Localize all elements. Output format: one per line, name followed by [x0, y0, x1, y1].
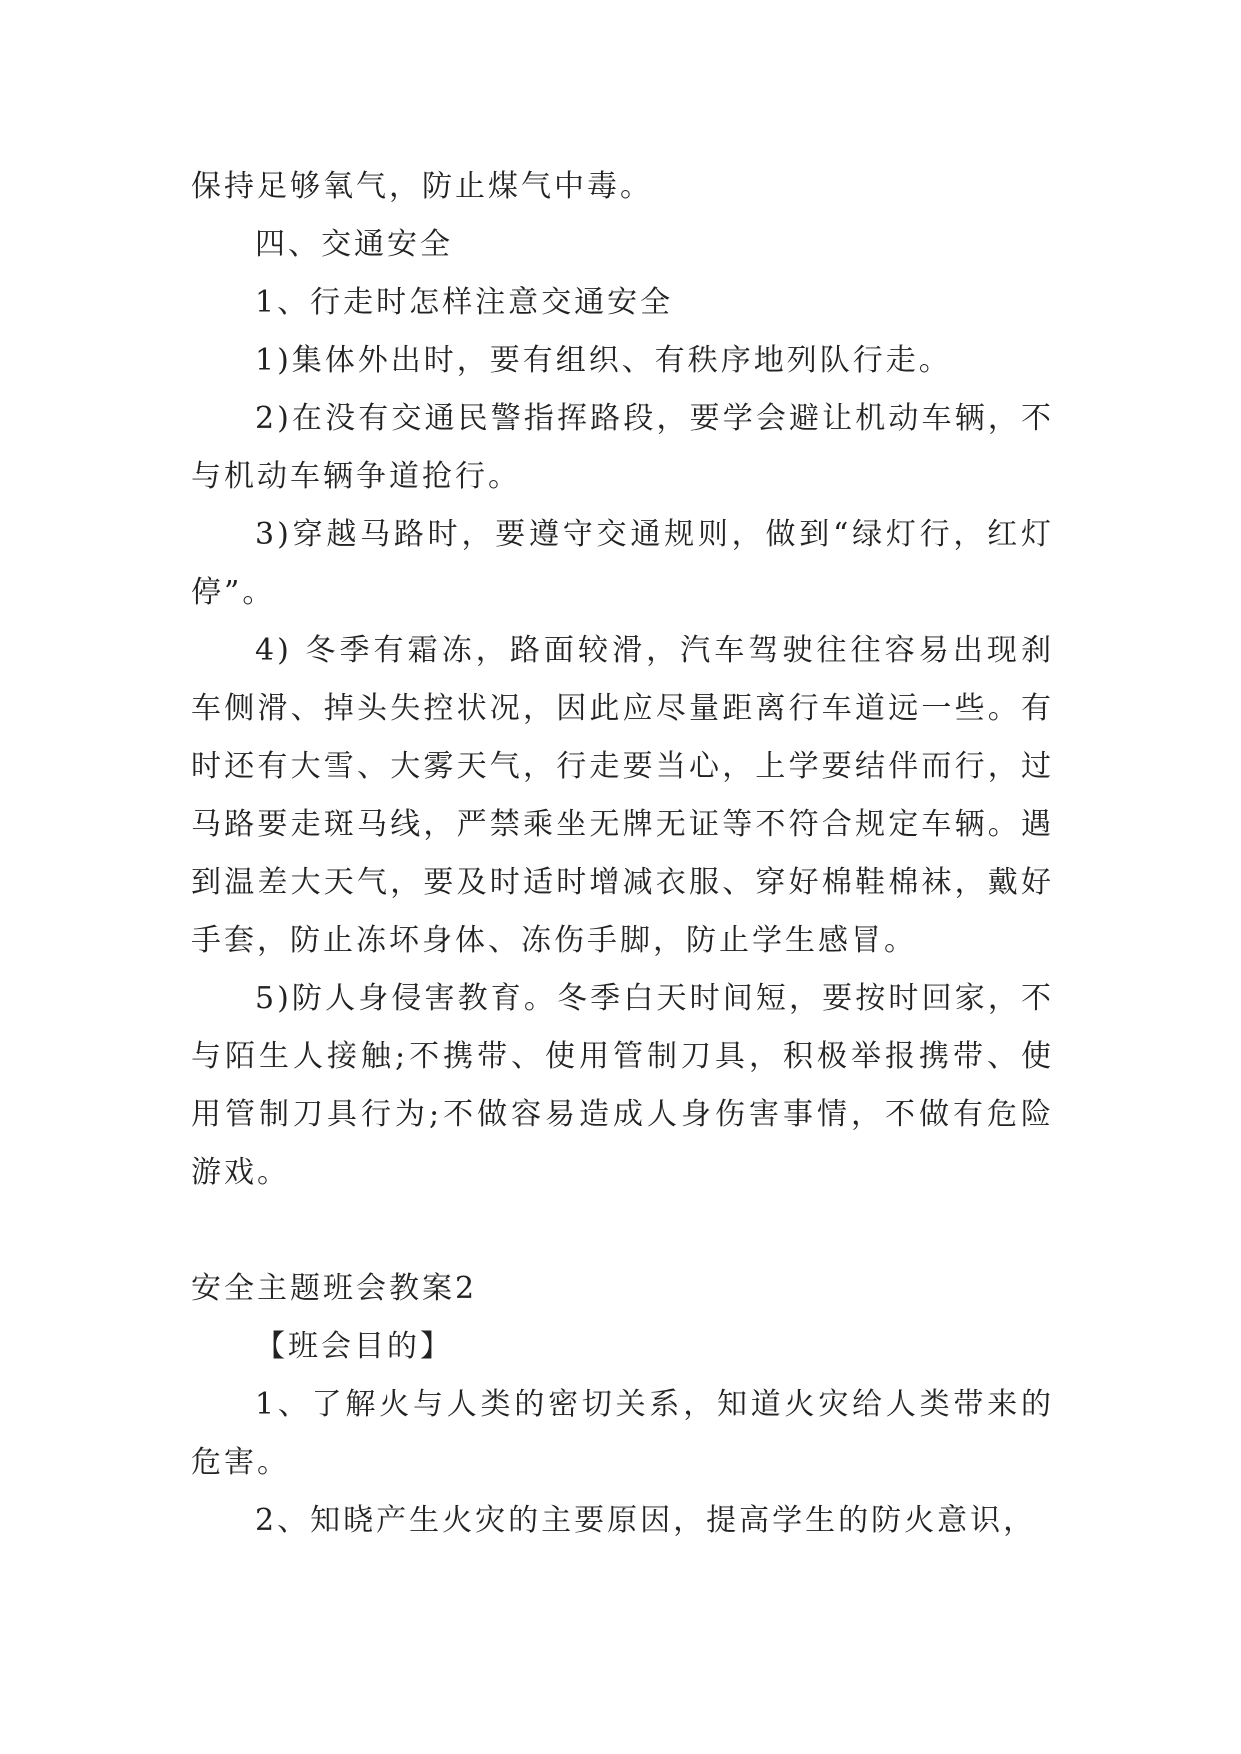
heading-traffic-safety: 四、交通安全 — [255, 227, 453, 262]
subheading-walking-safety: 1、行走时怎样注意交通安全 — [255, 285, 674, 320]
list-item-5: 5)防人身侵害教育。冬季白天时间短，要按时回家，不与陌生人接触;不携带、使用管制刀具，积极举报携带、使用管制刀具行为;不做容易造成人身伤害事情，不做有危险游戏。 — [191, 981, 1054, 1190]
section-title-lesson-2: 安全主题班会教案2 — [191, 1271, 478, 1306]
document-body — [191, 158, 1054, 1550]
list-item-4: 4) 冬季有霜冻，路面较滑，汽车驾驶往往容易出现刹车侧滑、掉头失控状况，因此应尽量距离行车道远一些。有时还有大雪、大雾天气，行走要当心，上学要结伴而行，过马路要走斑马线，严禁乘坐无牌无证等不符合规定车辆。遇到温差大天气，要及时适时增减衣服、穿好棉鞋棉袜，戴好手套，防止冻坏身体、冻伤手脚，防止学生感冒。 — [191, 633, 1054, 958]
purpose-item-1: 1、了解火与人类的密切关系，知道火灾给人类带来的危害。 — [191, 1387, 1054, 1480]
list-item-2: 2)在没有交通民警指挥路段，要学会避让机动车辆，不与机动车辆争道抢行。 — [191, 401, 1054, 494]
heading-meeting-purpose: 【班会目的】 — [255, 1329, 453, 1364]
list-item-1: 1)集体外出时，要有组织、有秩序地列队行走。 — [255, 343, 952, 378]
list-item-3: 3)穿越马路时，要遵守交通规则，做到“绿灯行，红灯停”。 — [191, 517, 1054, 610]
paragraph-oxygen: 保持足够氧气，防止煤气中毒。 — [191, 169, 653, 204]
purpose-item-2: 2、知晓产生火灾的主要原因，提高学生的防火意识， — [255, 1503, 1037, 1538]
